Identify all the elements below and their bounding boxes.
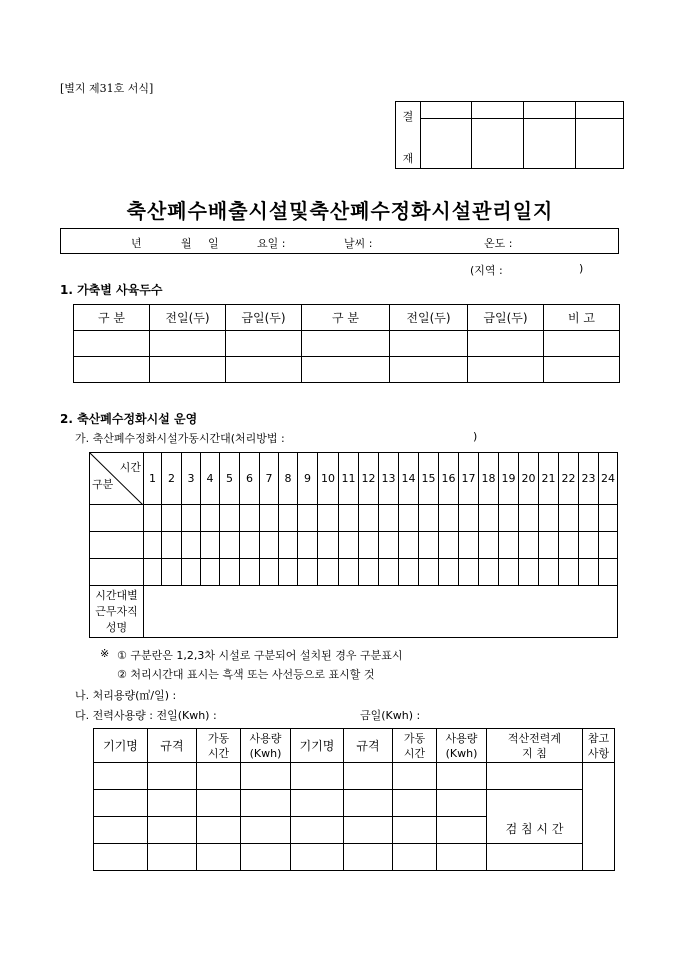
sub-a-close: ) xyxy=(473,430,478,443)
hour-cell[interactable] xyxy=(144,505,162,532)
table-cell[interactable] xyxy=(94,817,148,844)
table-cell[interactable] xyxy=(148,817,197,844)
hour-cell[interactable] xyxy=(419,559,439,586)
corner-top-label: 시간 xyxy=(119,461,141,474)
hour-header: 8 xyxy=(279,453,298,505)
hour-cell[interactable] xyxy=(318,559,339,586)
hour-header: 18 xyxy=(479,453,499,505)
table-cell[interactable] xyxy=(197,817,241,844)
hour-cell[interactable] xyxy=(162,505,182,532)
table-cell[interactable] xyxy=(344,817,393,844)
hour-header: 15 xyxy=(419,453,439,505)
hour-header: 10 xyxy=(318,453,339,505)
table-cell[interactable] xyxy=(241,763,291,790)
hour-cell[interactable] xyxy=(519,505,539,532)
hour-header: 24 xyxy=(599,453,618,505)
hour-header: 21 xyxy=(539,453,559,505)
table-cell[interactable] xyxy=(344,790,393,817)
approval-label: 결 재 xyxy=(396,102,421,169)
col-header: 전일(두) xyxy=(150,305,226,331)
table-cell[interactable] xyxy=(468,357,544,383)
hour-header: 17 xyxy=(459,453,479,505)
temp-label: 온도 : xyxy=(484,237,513,250)
hour-cell[interactable] xyxy=(399,505,419,532)
hour-header: 23 xyxy=(579,453,599,505)
row-label-cell[interactable] xyxy=(90,532,144,559)
sub-a-label: 가. 축산폐수정화시설가동시간대(처리방법 : xyxy=(75,432,285,445)
hour-cell[interactable] xyxy=(260,559,279,586)
inspect-time-label: 검 침 시 간 xyxy=(487,790,583,844)
hour-header: 1 xyxy=(144,453,162,505)
form-code: [별지 제31호 서식] xyxy=(60,82,154,95)
table-cell[interactable] xyxy=(544,331,620,357)
hour-cell[interactable] xyxy=(379,559,399,586)
col-header: 적산전력계 지 침 xyxy=(487,729,583,763)
col-header: 전일(두) xyxy=(390,305,468,331)
hour-cell[interactable] xyxy=(419,532,439,559)
table-cell[interactable] xyxy=(241,790,291,817)
col-header: 가동 시간 xyxy=(197,729,241,763)
hour-header: 2 xyxy=(162,453,182,505)
hour-header: 9 xyxy=(298,453,318,505)
staff-label: 시간대별 근무자직 성명 xyxy=(90,586,144,638)
hour-cell[interactable] xyxy=(260,532,279,559)
hour-cell[interactable] xyxy=(359,559,379,586)
table-cell[interactable] xyxy=(344,844,393,871)
hour-cell[interactable] xyxy=(599,505,618,532)
approval-slot[interactable] xyxy=(576,102,624,119)
table-cell[interactable] xyxy=(393,844,437,871)
hour-cell[interactable] xyxy=(339,532,359,559)
approval-sign[interactable] xyxy=(472,119,524,169)
table-cell[interactable] xyxy=(437,790,487,817)
hour-cell[interactable] xyxy=(599,532,618,559)
hour-cell[interactable] xyxy=(201,532,220,559)
hour-header: 3 xyxy=(182,453,201,505)
hour-cell[interactable] xyxy=(144,532,162,559)
hour-cell[interactable] xyxy=(439,532,459,559)
hour-cell[interactable] xyxy=(379,532,399,559)
table-cell[interactable] xyxy=(393,763,437,790)
sub-c-label: 다. 전력사용량 : 전일(Kwh) : xyxy=(75,709,217,722)
hour-cell[interactable] xyxy=(201,559,220,586)
corner-cell xyxy=(90,453,144,505)
table-cell[interactable] xyxy=(390,331,468,357)
hour-header: 22 xyxy=(559,453,579,505)
hour-cell[interactable] xyxy=(399,532,419,559)
approval-sign[interactable] xyxy=(576,119,624,169)
hour-header: 12 xyxy=(359,453,379,505)
hour-cell[interactable] xyxy=(579,559,599,586)
power-table xyxy=(93,728,615,871)
approval-sign[interactable] xyxy=(524,119,576,169)
col-header: 금일(두) xyxy=(468,305,544,331)
hour-cell[interactable] xyxy=(318,532,339,559)
table-cell[interactable] xyxy=(302,331,390,357)
sub-b-label: 나. 처리용량(㎥/일) : xyxy=(75,689,177,702)
hour-header: 5 xyxy=(220,453,240,505)
table-cell[interactable] xyxy=(544,357,620,383)
table-cell[interactable] xyxy=(197,844,241,871)
hour-cell[interactable] xyxy=(459,505,479,532)
hour-cell[interactable] xyxy=(339,505,359,532)
table-cell[interactable] xyxy=(94,763,148,790)
weather-label: 날씨 : xyxy=(344,237,373,250)
date-bar xyxy=(60,228,619,254)
hour-cell[interactable] xyxy=(220,532,240,559)
row-label-cell[interactable] xyxy=(90,505,144,532)
table-cell[interactable] xyxy=(94,844,148,871)
region-label: (지역 : xyxy=(470,264,503,277)
approval-slot[interactable] xyxy=(472,102,524,119)
hour-cell[interactable] xyxy=(439,559,459,586)
staff-names-cell[interactable] xyxy=(144,586,618,638)
hour-cell[interactable] xyxy=(220,505,240,532)
day-label: 일 xyxy=(208,237,219,250)
table-cell[interactable] xyxy=(197,790,241,817)
col-header: 기기명 xyxy=(94,729,148,763)
table-cell[interactable] xyxy=(291,817,344,844)
hour-cell[interactable] xyxy=(220,559,240,586)
approval-slot[interactable] xyxy=(421,102,472,119)
hour-header: 7 xyxy=(260,453,279,505)
col-header: 금일(두) xyxy=(226,305,302,331)
col-header: 구 분 xyxy=(302,305,390,331)
hour-cell[interactable] xyxy=(359,532,379,559)
hour-cell[interactable] xyxy=(182,559,201,586)
hour-header: 4 xyxy=(201,453,220,505)
note-1: ① 구분란은 1,2,3차 시설로 구분되어 설치된 경우 구분표시 xyxy=(117,649,403,662)
table-cell[interactable] xyxy=(291,763,344,790)
col-header: 사용량 (Kwh) xyxy=(437,729,487,763)
section2-heading: 2. 축산폐수정화시설 운영 xyxy=(60,412,198,426)
table-cell[interactable] xyxy=(150,357,226,383)
table-cell[interactable] xyxy=(437,817,487,844)
hour-cell[interactable] xyxy=(479,559,499,586)
col-header: 규격 xyxy=(344,729,393,763)
hour-header: 16 xyxy=(439,453,459,505)
col-header: 규격 xyxy=(148,729,197,763)
section1-heading: 1. 가축별 사육두수 xyxy=(60,283,163,297)
table-cell[interactable] xyxy=(74,331,150,357)
approval-box xyxy=(395,101,624,169)
table-cell[interactable] xyxy=(241,844,291,871)
table-cell[interactable] xyxy=(74,357,150,383)
approval-sign[interactable] xyxy=(421,119,472,169)
hour-cell[interactable] xyxy=(479,505,499,532)
hour-cell[interactable] xyxy=(539,505,559,532)
hour-cell[interactable] xyxy=(201,505,220,532)
table-cell[interactable] xyxy=(94,790,148,817)
hour-cell[interactable] xyxy=(399,559,419,586)
hour-cell[interactable] xyxy=(318,505,339,532)
table-cell[interactable] xyxy=(302,357,390,383)
hour-cell[interactable] xyxy=(182,505,201,532)
table-cell[interactable] xyxy=(226,357,302,383)
hour-header: 11 xyxy=(339,453,359,505)
hour-header: 13 xyxy=(379,453,399,505)
table-cell[interactable] xyxy=(148,844,197,871)
year-label: 년 xyxy=(131,237,142,250)
sub-c-today: 금일(Kwh) : xyxy=(360,709,421,722)
hour-cell[interactable] xyxy=(240,505,260,532)
col-header: 기기명 xyxy=(291,729,344,763)
note-mark: ※ xyxy=(100,647,110,660)
corner-bottom-label: 구분 xyxy=(92,478,114,491)
table-cell[interactable] xyxy=(197,763,241,790)
hour-cell[interactable] xyxy=(499,505,519,532)
table-cell[interactable] xyxy=(393,790,437,817)
hour-cell[interactable] xyxy=(579,532,599,559)
hour-cell[interactable] xyxy=(379,505,399,532)
table-cell[interactable] xyxy=(150,331,226,357)
col-header: 참고 사항 xyxy=(583,729,615,763)
hour-cell[interactable] xyxy=(539,559,559,586)
col-header: 사용량 (Kwh) xyxy=(241,729,291,763)
table-cell[interactable] xyxy=(437,844,487,871)
hours-table xyxy=(89,452,618,638)
hour-cell[interactable] xyxy=(479,532,499,559)
hour-cell[interactable] xyxy=(240,559,260,586)
hour-cell[interactable] xyxy=(339,559,359,586)
hour-cell[interactable] xyxy=(162,532,182,559)
table-cell[interactable] xyxy=(393,817,437,844)
note-cell[interactable] xyxy=(583,763,615,871)
table-cell[interactable] xyxy=(291,790,344,817)
reading-cell[interactable] xyxy=(487,763,583,790)
note-2: ② 처리시간대 표시는 흑색 또는 사선등으로 표시할 것 xyxy=(117,668,375,681)
hour-cell[interactable] xyxy=(579,505,599,532)
livestock-table xyxy=(73,304,620,383)
hour-cell[interactable] xyxy=(144,559,162,586)
hour-header: 14 xyxy=(399,453,419,505)
weekday-label: 요일 : xyxy=(257,237,286,250)
hour-cell[interactable] xyxy=(279,559,298,586)
hour-cell[interactable] xyxy=(298,559,318,586)
hour-cell[interactable] xyxy=(298,505,318,532)
hour-cell[interactable] xyxy=(240,532,260,559)
col-header: 가동 시간 xyxy=(393,729,437,763)
hour-cell[interactable] xyxy=(359,505,379,532)
hour-cell[interactable] xyxy=(439,505,459,532)
hour-cell[interactable] xyxy=(419,505,439,532)
table-cell[interactable] xyxy=(148,790,197,817)
row-label-cell[interactable] xyxy=(90,559,144,586)
hour-cell[interactable] xyxy=(539,532,559,559)
hour-header: 6 xyxy=(240,453,260,505)
hour-cell[interactable] xyxy=(499,559,519,586)
table-cell[interactable] xyxy=(390,357,468,383)
hour-cell[interactable] xyxy=(260,505,279,532)
hour-cell[interactable] xyxy=(599,559,618,586)
hour-cell[interactable] xyxy=(182,532,201,559)
table-cell[interactable] xyxy=(226,331,302,357)
table-cell[interactable] xyxy=(241,817,291,844)
table-cell[interactable] xyxy=(344,763,393,790)
hour-header: 20 xyxy=(519,453,539,505)
col-header: 비 고 xyxy=(544,305,620,331)
col-header: 구 분 xyxy=(74,305,150,331)
page-title: 축산폐수배출시설및축산폐수정화시설관리일지 xyxy=(126,199,554,223)
table-cell[interactable] xyxy=(437,763,487,790)
hour-cell[interactable] xyxy=(298,532,318,559)
inspect-time-cell[interactable] xyxy=(487,844,583,871)
hour-cell[interactable] xyxy=(162,559,182,586)
hour-cell[interactable] xyxy=(559,532,579,559)
hour-cell[interactable] xyxy=(519,559,539,586)
table-cell[interactable] xyxy=(148,763,197,790)
region-close: ) xyxy=(579,262,584,275)
hour-cell[interactable] xyxy=(279,505,298,532)
hour-cell[interactable] xyxy=(279,532,298,559)
hour-cell[interactable] xyxy=(459,559,479,586)
hour-cell[interactable] xyxy=(559,505,579,532)
table-cell[interactable] xyxy=(291,844,344,871)
hour-cell[interactable] xyxy=(499,532,519,559)
table-cell[interactable] xyxy=(468,331,544,357)
hour-cell[interactable] xyxy=(519,532,539,559)
month-label: 월 xyxy=(181,237,192,250)
hour-cell[interactable] xyxy=(559,559,579,586)
hour-header: 19 xyxy=(499,453,519,505)
hour-cell[interactable] xyxy=(459,532,479,559)
approval-slot[interactable] xyxy=(524,102,576,119)
